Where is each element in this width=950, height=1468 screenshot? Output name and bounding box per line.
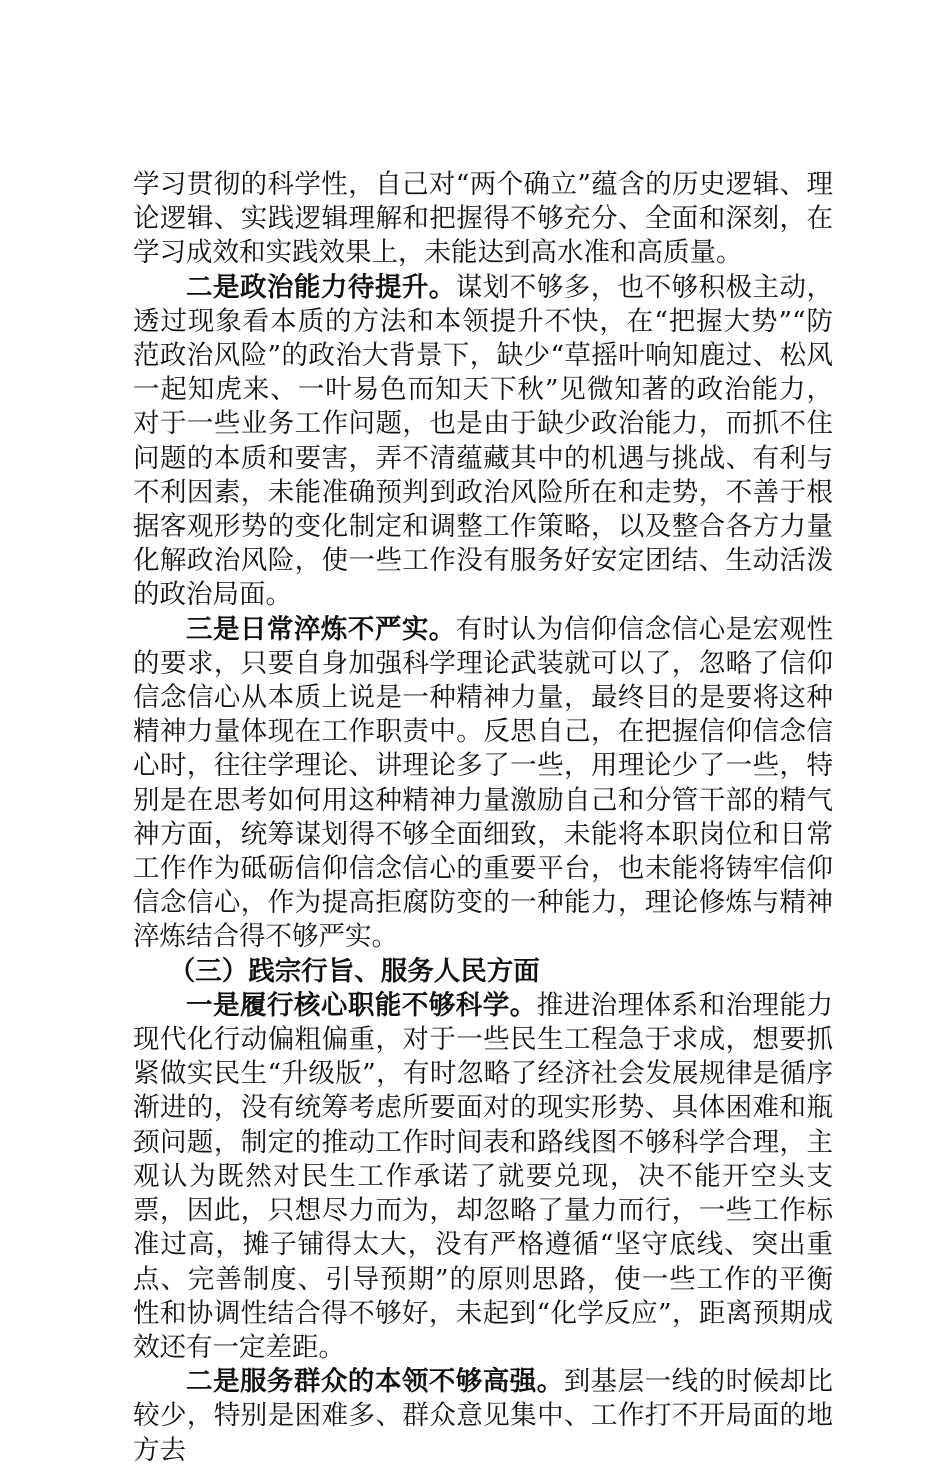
paragraph-serve-masses [133, 1365, 833, 1468]
document-page [133, 168, 833, 1468]
paragraph-text: 学习贯彻的科学性，自己对“两个确立”蕴含的历史逻辑、理论逻辑、实践逻辑理解和把握得不够充分、全面和深刻，在学习成效和实践效果上，未能达到高水准和高质量。 [133, 169, 833, 269]
paragraph-lead: 二是服务群众的本领不够高强。 [186, 1366, 564, 1398]
section-heading: （三）践宗行旨、服务人民方面 [168, 955, 540, 987]
paragraph-text: 推进治理体系和治理能力现代化行动偏粗偏重，对于一些民生工程急于求成，想要抓紧做实民生“升级版”，有时忽略了经济社会发展规律是循序渐进的，没有统筹考虑所要面对的现实形势、具体困难和瓶颈问题，制定的推动工作时间表和路线图不够科学合理，主观认为既然对民生工作承诺了就要兑现，决不能开空头支票，因此，只想尽力而为，却忽略了量力而行，一些工作标准过高，摊子铺得太大，没有严格遵循“坚守底线、突出重点、完善制度、引导预期”的原则思路，使一些工作的平衡性和协调性结合得不够好，未起到“化学反应”，距离预期成效还有一定差距。 [133, 989, 834, 1363]
continued-paragraph [133, 168, 833, 271]
paragraph-lead: 三是日常淬炼不严实。 [186, 613, 456, 645]
paragraph-core-function [133, 989, 833, 1365]
paragraph-daily-tempering [133, 613, 833, 955]
paragraph-political-ability [133, 271, 833, 613]
paragraph-text: 谋划不够多，也不够积极主动，透过现象看本质的方法和本领提升不快，在“把握大势”“防范政治风险”的政治大背景下，缺少“草摇叶响知鹿过、松风一起知虎来、一叶易色而知天下秋”见微知著的政治能力，对于一些业务工作问题，也是由于缺少政治能力，而抓不住问题的本质和要害，弄不清蕴藏其中的机遇与挑战、有利与不利因素，未能准确预判到政治风险所在和走势，不善于根据客观形势的变化制定和调整工作策略，以及整合各方力量化解政治风险，使一些工作没有服务好安定团结、生动活泼的政治局面。 [133, 271, 834, 611]
paragraph-lead: 一是履行核心职能不够科学。 [186, 989, 537, 1021]
paragraph-text: 有时认为信仰信念信心是宏观性的要求，只要自身加强科学理论武装就可以了，忽略了信仰信念信心从本质上说是一种精神力量，最终目的是要将这种精神力量体现在工作职责中。反思自己，在把握信仰信念信心时，往往学理论、讲理论多了一些，用理论少了一些，特别是在思考如何用这种精神力量激励自己和分管干部的精气神方面，统筹谋划得不够全面细致，未能将本职岗位和日常工作作为砥砺信仰信念信心的重要平台，也未能将铸牢信仰信念信心，作为提高拒腐防变的一种能力，理论修炼与精神淬炼结合得不够严实。 [133, 613, 834, 953]
paragraph-text: 到基层一线的时候却比较少，特别是困难多、群众意见集中、工作打不开局面的地方去 [133, 1366, 834, 1466]
paragraph-lead: 二是政治能力待提升。 [186, 271, 456, 303]
